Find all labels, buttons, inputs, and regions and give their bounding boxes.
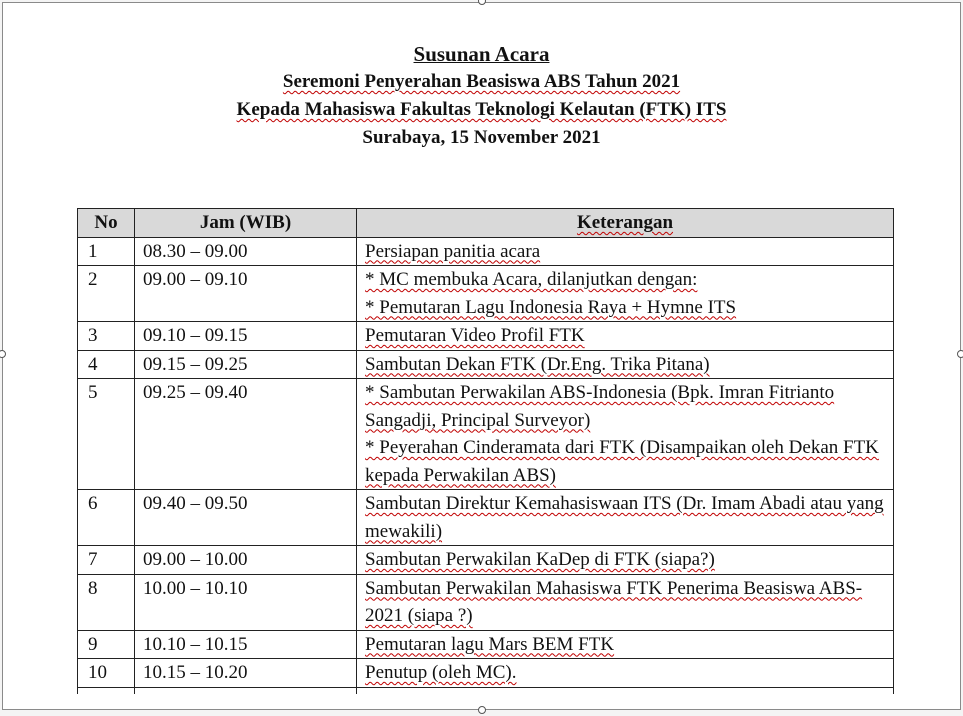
row-number: 1 [78,237,135,266]
description-line: * Pemutaran Lagu Indonesia Raya + Hymne ITS [365,296,737,318]
document-title: Susunan Acara [413,42,550,66]
table-row [78,574,894,630]
row-time: 08.30 – 09.00 [135,237,357,266]
row-number: 8 [78,574,135,630]
table-row [78,322,894,351]
resize-handle-bottom[interactable] [478,706,486,714]
table-row [78,266,894,322]
description-line: * Peyerahan Cinderamata dari FTK (Disampaikan oleh Dekan FTK kepada Perwakilan ABS) [365,437,879,486]
empty-cell [78,687,135,694]
description-line: Sambutan Perwakilan KaDep di FTK (siapa?) [365,549,715,570]
header-jam: Jam (WIB) [135,209,357,238]
row-time: 09.40 – 09.50 [135,490,357,546]
table-row [78,659,894,688]
row-number: 5 [78,379,135,490]
row-number: 10 [78,659,135,688]
row-description [357,574,894,630]
row-time: 09.00 – 10.00 [135,546,357,575]
row-number: 4 [78,350,135,379]
row-number: 7 [78,546,135,575]
table-row-partial [78,687,894,694]
description-line: Penutup (oleh MC). [365,662,517,683]
row-time: 09.00 – 09.10 [135,266,357,322]
table-row [78,490,894,546]
row-description [357,659,894,688]
document-audience: Kepada Mahasiswa Fakultas Teknologi Kelautan (FTK) ITS [236,99,727,120]
description-line: Sambutan Dekan FTK (Dr.Eng. Trika Pitana) [365,353,710,375]
row-description [357,350,894,379]
row-time: 10.00 – 10.10 [135,574,357,630]
description-line: Sambutan Perwakilan Mahasiswa FTK Penerima Beasiswa ABS-2021 (siapa ?) [365,577,863,626]
table-row [78,379,894,490]
table-row [78,630,894,659]
table-row [78,546,894,575]
row-description [357,266,894,322]
table-header-row [78,209,894,238]
empty-cell [135,687,357,694]
document-place-date: Surabaya, 15 November 2021 [362,127,601,148]
row-time: 10.15 – 10.20 [135,659,357,688]
row-description [357,379,894,490]
row-number: 9 [78,630,135,659]
description-line: Sambutan Direktur Kemahasiswaan ITS (Dr. Imam Abadi atau yang mewakili) [365,493,884,542]
schedule-table [77,208,894,694]
row-number: 3 [78,322,135,351]
row-number: 2 [78,266,135,322]
description-line: Pemutaran Video Profil FTK [365,325,585,346]
header-no: No [78,209,135,238]
header-keterangan: Keterangan [357,209,894,238]
row-time: 09.15 – 09.25 [135,350,357,379]
row-description [357,490,894,546]
table-row [78,350,894,379]
document-subtitle: Seremoni Penyerahan Beasiswa ABS Tahun 2021 [282,71,681,92]
resize-handle-right[interactable] [957,350,963,358]
row-description [357,322,894,351]
document-header [0,40,963,152]
description-line: Persiapan panitia acara [365,240,541,262]
row-time: 09.10 – 09.15 [135,322,357,351]
row-time: 09.25 – 09.40 [135,379,357,490]
description-line: Pemutaran lagu Mars BEM FTK [365,633,615,655]
description-line: * Sambutan Perwakilan ABS-Indonesia (Bpk. Imran Fitrianto Sangadji, Principal Surveyor) [365,382,835,431]
description-line: * MC membuka Acara, dilanjutkan dengan: [365,269,698,290]
row-description [357,237,894,266]
row-number: 6 [78,490,135,546]
row-description [357,546,894,575]
table-row [78,237,894,266]
empty-cell [357,687,894,694]
row-description [357,630,894,659]
row-time: 10.10 – 10.15 [135,630,357,659]
